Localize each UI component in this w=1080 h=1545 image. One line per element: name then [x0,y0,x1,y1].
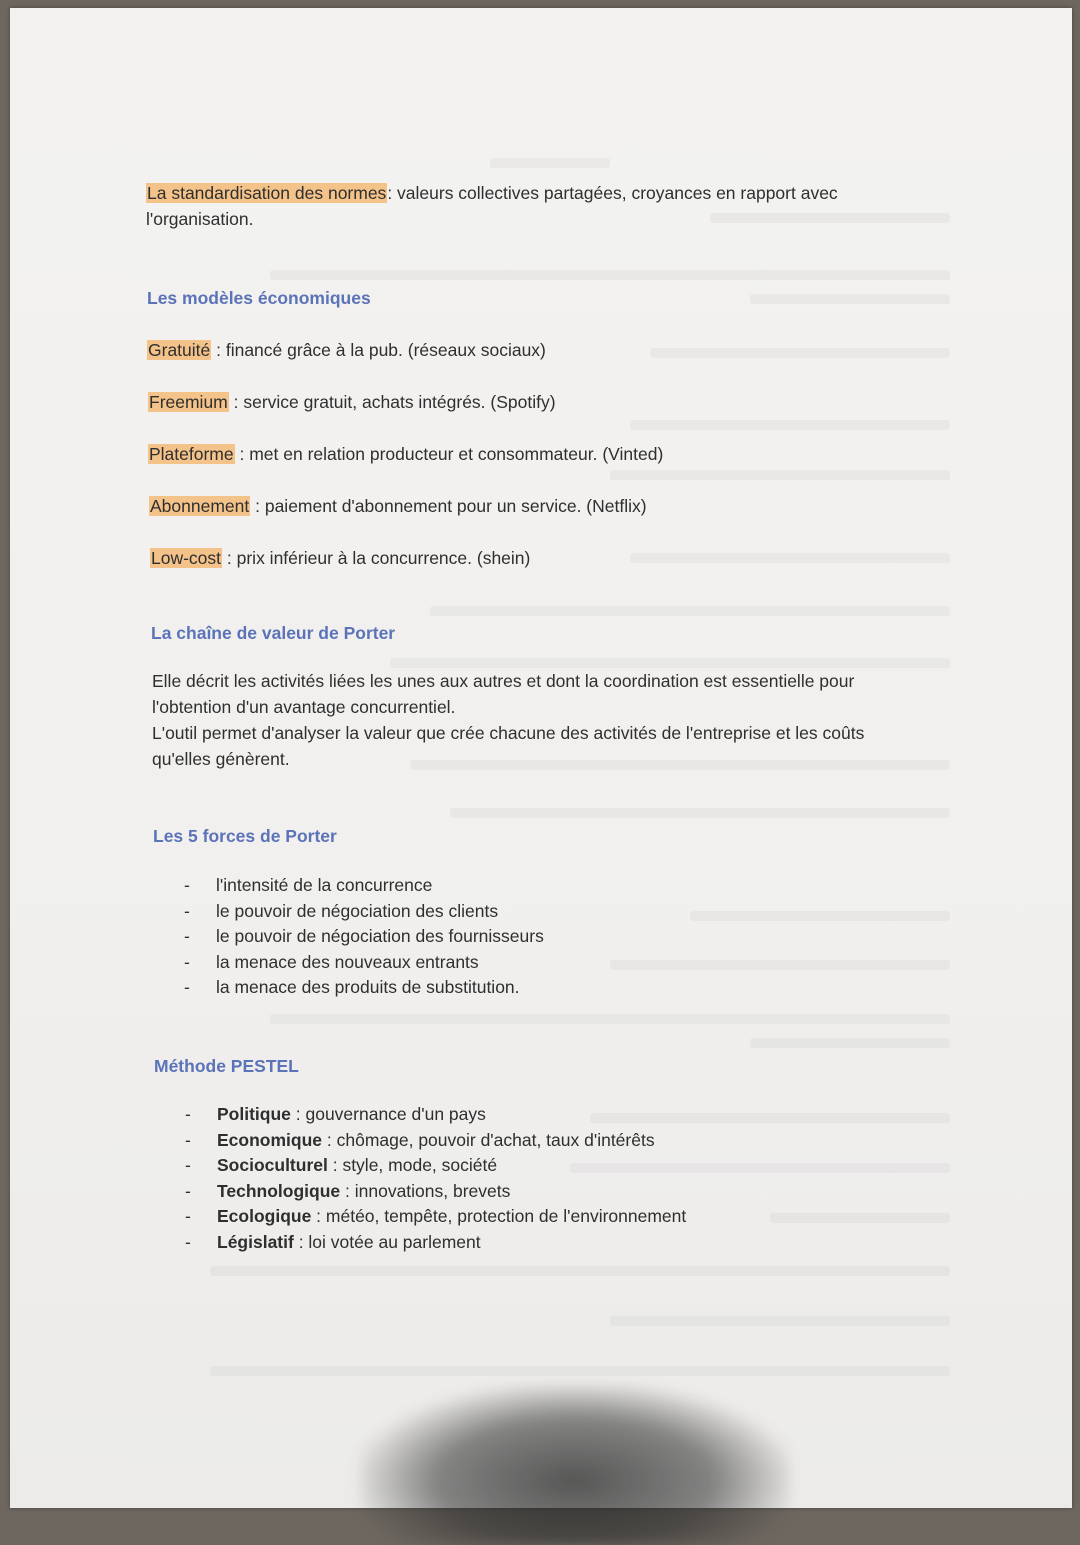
modele-description: : met en relation producteur et consommateur. (Vinted) [234,444,664,464]
modele-term: Low-cost [151,548,222,568]
pestel-description: : météo, tempête, protection de l'environnement [311,1206,687,1226]
modele-item-abonnement [149,493,647,519]
pestel-term: Technologique [217,1180,341,1201]
standardisation-term: La standardisation des normes [147,183,387,203]
heading-5-forces: Les 5 forces de Porter [153,826,337,846]
modele-description: : paiement d'abonnement pour un service. (Netflix) [250,496,647,516]
modele-description: : prix inférieur à la concurrence. (shein) [222,548,531,568]
dash-bullet: - [185,1104,191,1124]
list-item [154,899,754,925]
dash-bullet: - [185,1180,191,1201]
force-label: l'intensité de la concurrence [216,875,433,895]
modele-item-low-cost [150,545,530,571]
force-label: la menace des produits de substitution. [216,977,520,997]
list-item [154,975,754,1001]
chaine-line: qu'elles génèrent. [152,749,290,769]
dash-bullet: - [185,1155,191,1175]
heading-chaine-de-valeur: La chaîne de valeur de Porter [151,623,396,643]
modele-term: Abonnement [150,496,250,516]
list-item [154,950,754,976]
modele-description: : service gratuit, achats intégrés. (Spotify) [228,392,556,412]
pestel-description: : style, mode, société [327,1155,498,1175]
list-item [155,1153,855,1179]
modele-term: Freemium [149,392,228,412]
standardisation-line-2: l'organisation. [146,209,254,229]
chaine-line: Elle décrit les activités liées les unes aux autres et dont la coordination est essentielle pour [152,671,855,691]
dash-bullet: - [184,900,190,921]
modele-term: Plateforme [149,444,234,464]
dash-bullet: - [184,977,190,997]
modele-description: : financé grâce à la pub. (réseaux sociaux) [211,340,546,360]
dash-bullet: - [184,926,190,946]
force-label: la menace des nouveaux entrants [216,951,479,972]
photo-shadow [360,1385,790,1545]
chaine-line: l'obtention d'un avantage concurrentiel. [152,697,456,717]
pestel-term: Ecologique [217,1206,312,1226]
pestel-term: Economique [217,1129,323,1150]
modele-item-freemium [148,389,556,415]
pestel-description: : innovations, brevets [340,1180,511,1201]
pestel-description: : chômage, pouvoir d'achat, taux d'intérêts [322,1129,655,1150]
chaine-paragraph [152,668,952,772]
pestel-description: : loi votée au parlement [293,1231,481,1252]
list-item [154,873,754,899]
modele-term: Gratuité [148,340,211,360]
pestel-description: : gouvernance d'un pays [290,1104,486,1124]
modele-item-plateforme [148,441,663,467]
list-item [155,1128,855,1154]
standardisation-paragraph [146,180,946,232]
list-item [155,1102,855,1128]
pestel-list [155,1102,855,1255]
heading-methode-pestel: Méthode PESTEL [154,1056,299,1076]
modele-item-gratuite [147,337,546,363]
pestel-term: Législatif [217,1231,294,1252]
heading-modeles-economiques: Les modèles économiques [147,288,371,308]
pestel-term: Socioculturel [217,1155,328,1175]
dash-bullet: - [184,951,190,972]
dash-bullet: - [185,1231,191,1252]
chaine-line: L'outil permet d'analyser la valeur que crée chacune des activités de l'entreprise et les coûts [152,723,865,743]
force-label: le pouvoir de négociation des fournisseurs [216,926,544,946]
dash-bullet: - [184,875,190,895]
dash-bullet: - [185,1206,191,1226]
forces-list [154,873,754,1001]
standardisation-definition: : valeurs collectives partagées, croyances en rapport avec [387,183,838,203]
pestel-term: Politique [217,1104,291,1124]
list-item [155,1230,855,1256]
list-item [155,1179,855,1205]
list-item [154,924,754,950]
dash-bullet: - [185,1129,191,1150]
force-label: le pouvoir de négociation des clients [216,900,499,921]
list-item [155,1204,855,1230]
